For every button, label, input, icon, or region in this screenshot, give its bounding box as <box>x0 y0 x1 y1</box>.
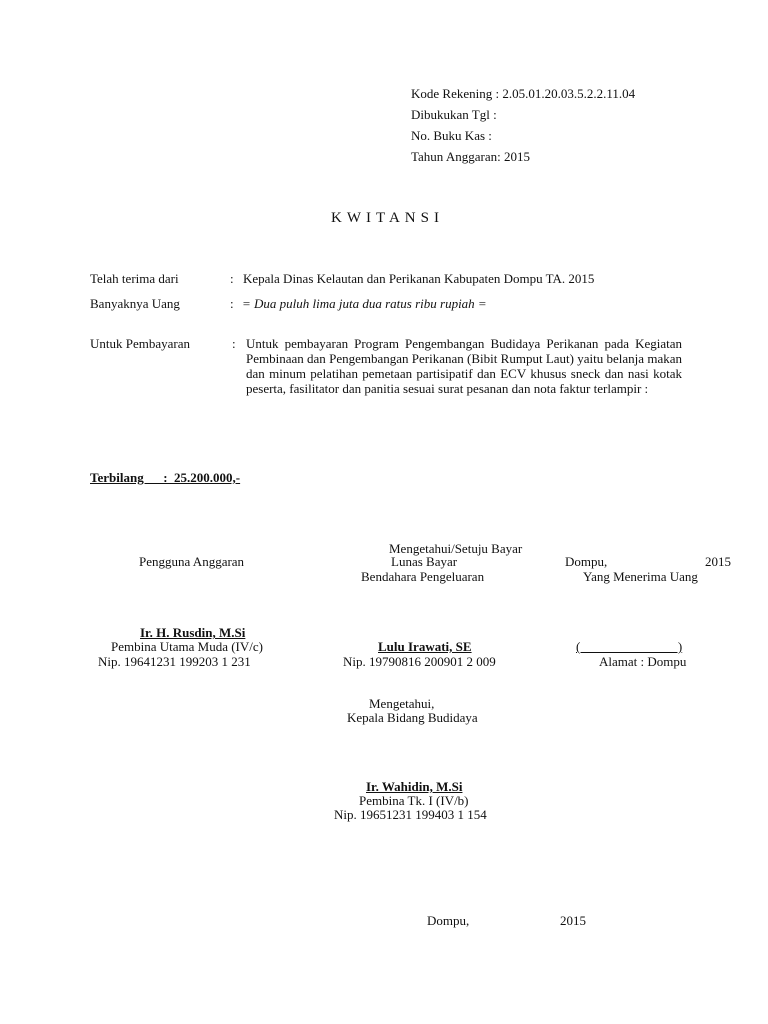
dibukukan-tgl: Dibukukan Tgl : <box>411 107 497 122</box>
telah-terima-value: Kepala Dinas Kelautan dan Perikanan Kabupaten Dompu TA. 2015 <box>243 271 595 286</box>
banyaknya-uang-value: = Dua puluh lima juta dua ratus ribu rupiah = <box>242 296 487 311</box>
lunas-bayar: Lunas Bayar <box>391 554 458 569</box>
footer-year: 2015 <box>560 913 586 928</box>
penerima-alamat: Alamat : Dompu <box>599 654 687 669</box>
mengetahui-label: Mengetahui, <box>369 696 435 711</box>
kepala-bidang-nip: Nip. 19651231 199403 1 154 <box>334 807 487 822</box>
kepala-bidang-rank: Pembina Tk. I (IV/b) <box>359 793 469 808</box>
pengguna-anggaran-label: Pengguna Anggaran <box>139 554 245 569</box>
bendahara-nip: Nip. 19790816 200901 2 009 <box>343 654 496 669</box>
penerima-signature-blank: ( ) <box>576 639 683 654</box>
yang-menerima-label: Yang Menerima Uang <box>583 569 698 584</box>
pengguna-anggaran-nip: Nip. 19641231 199203 1 231 <box>98 654 251 669</box>
bendahara-name: Lulu Irawati, SE <box>378 639 472 654</box>
no-buku-kas: No. Buku Kas : <box>411 128 492 143</box>
untuk-pembayaran-label: Untuk Pembayaran <box>90 336 191 351</box>
footer-dompu: Dompu, <box>427 913 470 928</box>
pengguna-anggaran-rank: Pembina Utama Muda (IV/c) <box>111 639 263 654</box>
dompu-date-year: 2015 <box>705 554 731 569</box>
kode-rekening: Kode Rekening : 2.05.01.20.03.5.2.2.11.04 <box>411 86 636 101</box>
kepala-bidang-label: Kepala Bidang Budidaya <box>347 710 478 725</box>
untuk-pembayaran-value: Untuk pembayaran Program Pengembangan Budidaya Perikanan pada Kegiatan Pembinaan dan Pengembangan Perikanan (Bibit Rumput Laut) yaitu belanja makan dan minum pelatihan pemetaan partisipatif dan ECV khusus sneck dan nasi kotak peserta, fasilitator dan panitia sesuai surat pesanan dan nota faktur terlampir : <box>246 336 682 396</box>
telah-terima-colon: : <box>230 271 234 286</box>
tahun-anggaran: Tahun Anggaran: 2015 <box>411 149 530 164</box>
document-title: KWITANSI <box>331 210 444 226</box>
bendahara-label: Bendahara Pengeluaran <box>361 569 485 584</box>
pengguna-anggaran-name: Ir. H. Rusdin, M.Si <box>140 625 246 640</box>
kepala-bidang-name: Ir. Wahidin, M.Si <box>366 779 463 794</box>
untuk-pembayaran-colon: : <box>232 336 236 351</box>
telah-terima-label: Telah terima dari <box>90 271 179 286</box>
dompu-date-label: Dompu, <box>565 554 608 569</box>
terbilang: Terbilang : 25.200.000,- <box>90 470 241 485</box>
banyaknya-uang-colon: : <box>230 296 234 311</box>
mengetahui-setuju-bayar: Mengetahui/Setuju Bayar <box>389 541 523 556</box>
banyaknya-uang-label: Banyaknya Uang <box>90 296 180 311</box>
